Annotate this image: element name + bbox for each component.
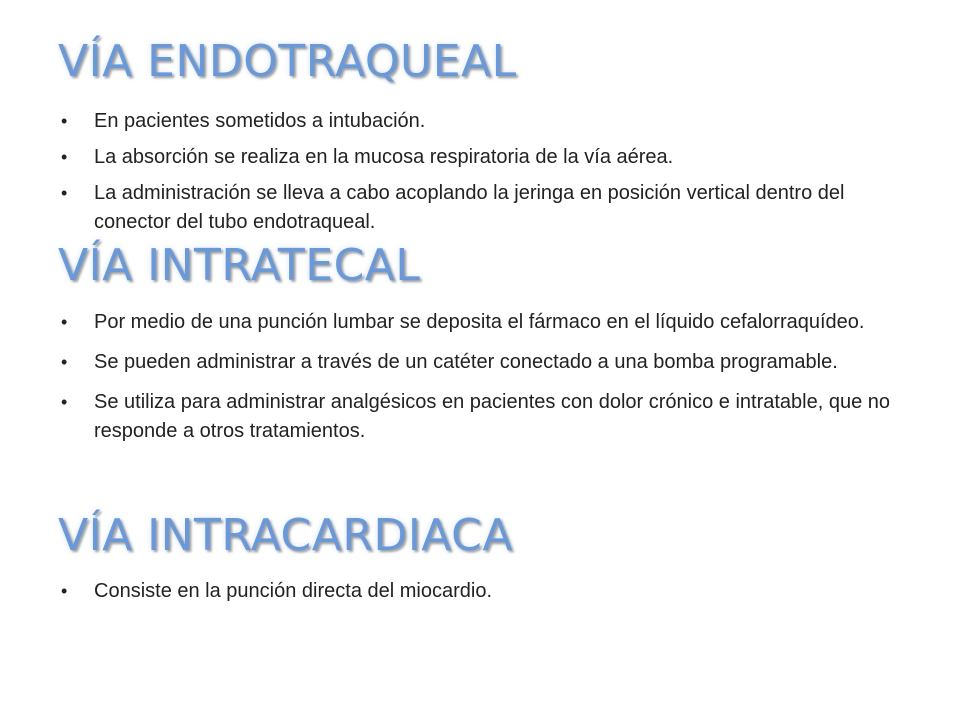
bullet-icon: •: [61, 352, 68, 372]
bullet-list-intratecal: [58, 308, 898, 446]
bullet-item: [58, 107, 898, 136]
bullet-text: Se pueden administrar a través de un catéter conectado a una bomba programable.: [94, 351, 838, 373]
bullet-icon: •: [61, 392, 68, 412]
bullet-text: Se utiliza para administrar analgésicos en pacientes con dolor crónico e intratable, que no responde a otros tratamientos.: [94, 391, 891, 442]
bullet-item: [58, 308, 898, 337]
section-title-intracardiaca: VÍA INTRACARDIACA: [58, 510, 513, 561]
bullet-text: Por medio de una punción lumbar se deposita el fármaco en el líquido cefalorraquídeo.: [94, 311, 865, 333]
bullet-text: La administración se lleva a cabo acoplando la jeringa en posición vertical dentro del conector del tubo endotraqueal.: [94, 182, 845, 233]
bullet-item: [58, 179, 898, 237]
bullet-icon: •: [61, 147, 68, 167]
bullet-icon: •: [61, 111, 68, 131]
bullet-icon: •: [61, 312, 68, 332]
bullet-text: En pacientes sometidos a intubación.: [94, 110, 426, 132]
bullet-item: [58, 143, 898, 172]
bullet-list-intracardiaca: [58, 577, 898, 606]
section-title-intratecal: VÍA INTRATECAL: [58, 240, 421, 291]
bullet-icon: •: [61, 581, 68, 601]
bullet-text: La absorción se realiza en la mucosa respiratoria de la vía aérea.: [94, 146, 674, 168]
bullet-item: [58, 577, 898, 606]
bullet-icon: •: [61, 183, 68, 203]
section-title-endotraqueal: VÍA ENDOTRAQUEAL: [58, 36, 517, 87]
bullet-item: [58, 348, 898, 377]
bullet-text: Consiste en la punción directa del miocardio.: [94, 580, 492, 602]
bullet-item: [58, 388, 898, 446]
bullet-list-endotraqueal: [58, 107, 898, 237]
